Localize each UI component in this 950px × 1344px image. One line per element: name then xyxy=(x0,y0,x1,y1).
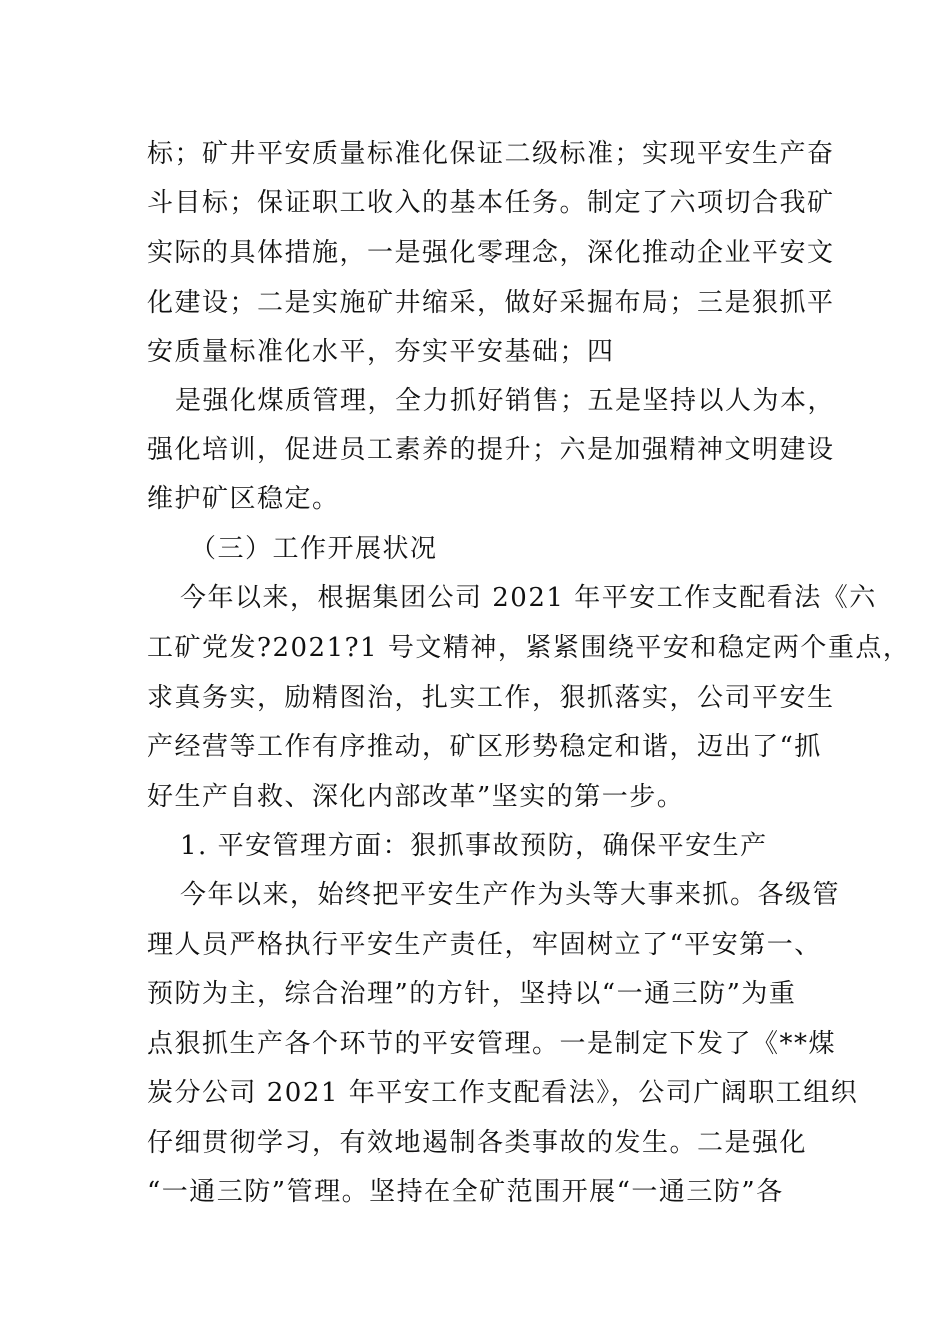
text-line-14: 好生产自救、深化内部改革”坚实的第一步。 xyxy=(147,782,685,812)
text-line-1: 标；矿井平安质量标准化保证二级标准；实现平安生产奋 xyxy=(147,139,835,169)
text-line-8: 维护矿区稳定。 xyxy=(147,484,340,514)
text-line-19: 点狠抓生产各个环节的平安管理。一是制定下发了《**煤 xyxy=(147,1029,837,1059)
text-line-22: “一通三防”管理。坚持在全矿范围开展“一通三防”各 xyxy=(147,1177,784,1207)
text-line-7: 强化培训，促进员工素养的提升；六是加强精神文明建设 xyxy=(147,435,835,465)
text-line-21: 仔细贯彻学习，有效地遏制各类事故的发生。二是强化 xyxy=(147,1128,808,1158)
text-line-11: 工矿党发?2021?1 号文精神，紧紧围绕平安和稳定两个重点， xyxy=(147,633,911,663)
text-line-10: 今年以来，根据集团公司 2021 年平安工作支配看法《六 xyxy=(180,583,877,613)
text-line-3: 实际的具体措施，一是强化零理念，深化推动企业平安文 xyxy=(147,238,835,268)
text-line-20: 炭分公司 2021 年平安工作支配看法》，公司广阔职工组织 xyxy=(147,1078,859,1108)
text-line-5: 安质量标准化水平，夯实平安基础；四 xyxy=(147,337,615,367)
subsection-heading: 1. 平安管理方面：狠抓事故预防，确保平安生产 xyxy=(180,831,768,861)
text-line-6: 是强化煤质管理，全力抓好销售；五是坚持以人为本， xyxy=(175,386,836,416)
text-line-2: 斗目标；保证职工收入的基本任务。制定了六项切合我矿 xyxy=(147,188,835,218)
text-line-17: 理人员严格执行平安生产责任，牢固树立了“平安第一、 xyxy=(147,930,822,960)
text-line-16: 今年以来，始终把平安生产作为头等大事来抓。各级管 xyxy=(180,880,841,910)
text-line-4: 化建设；二是实施矿井缩采，做好采掘布局；三是狠抓平 xyxy=(147,288,835,318)
text-line-13: 产经营等工作有序推动，矿区形势稳定和谐，迈出了“抓 xyxy=(147,732,822,762)
section-heading: （三）工作开展状况 xyxy=(190,534,438,564)
text-line-18: 预防为主，综合治理”的方针，坚持以“一通三防”为重 xyxy=(147,979,797,1009)
text-line-12: 求真务实，励精图治，扎实工作，狠抓落实，公司平安生 xyxy=(147,683,835,713)
